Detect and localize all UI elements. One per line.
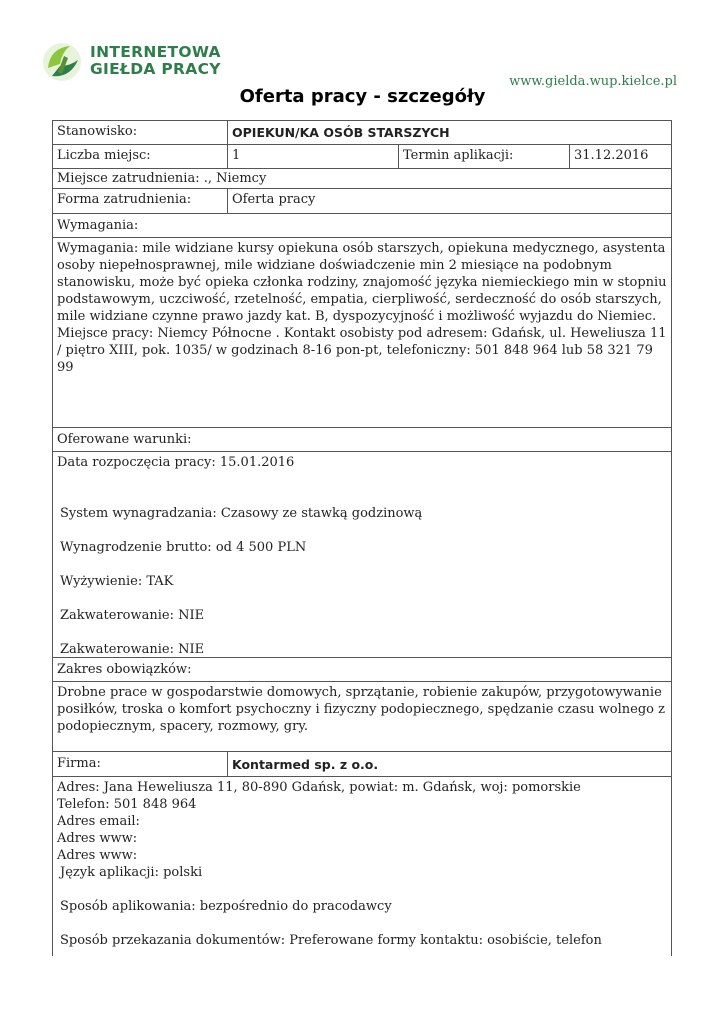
stanowisko-value: OPIEKUN/KA OSÓB STARSZYCH xyxy=(227,121,671,144)
page-title: Oferta pracy - szczegóły xyxy=(239,86,486,107)
row-stanowisko xyxy=(52,120,672,144)
zakres-text: Drobne prace w gospodarstwie domowych, sprzątanie, robienie zakupów, przygotowywanie posiłków, troska o komfort psychoczny i fizyczny podopiecznego, spędzanie czasu wolnego z podopiecznym, spacery, rozmowy, gry. xyxy=(52,681,672,751)
site-url[interactable]: www.gielda.wup.kielce.pl xyxy=(509,74,677,89)
system-wynagradzania: System wynagradzania: Czasowy ze stawką godzinową xyxy=(60,506,423,521)
sposob-aplikowania: Sposób aplikowania: bezpośrednio do pracodawcy xyxy=(60,899,392,914)
www-2: Adres www: xyxy=(57,848,138,863)
logo-line1: INTERNETOWA xyxy=(90,43,221,61)
miejsce-zatrudnienia: Miejsce zatrudnienia: ., Niemcy xyxy=(52,168,672,188)
wymagania-label: Wymagania: xyxy=(52,213,672,237)
zakwaterowanie-2: Zakwaterowanie: NIE xyxy=(60,642,205,657)
warunki-label: Oferowane warunki: xyxy=(52,427,672,451)
logo-line2: GIEŁDA PRACY xyxy=(90,60,221,78)
liczba-label: Liczba miejsc: xyxy=(57,148,151,163)
www-1: Adres www: xyxy=(57,831,138,846)
forma-label: Forma zatrudnienia: xyxy=(57,192,192,207)
row-liczba xyxy=(52,144,672,168)
liczba-value: 1 xyxy=(227,145,398,168)
jezyk-aplikacji: Język aplikacji: polski xyxy=(60,865,203,880)
firma-label: Firma: xyxy=(57,756,101,771)
offer-form xyxy=(52,120,672,956)
zakres-label: Zakres obowiązków: xyxy=(52,657,672,681)
logo-text xyxy=(90,44,221,78)
stanowisko-label: Stanowisko: xyxy=(57,124,138,139)
termin-label: Termin aplikacji: xyxy=(398,145,569,168)
zakwaterowanie-1: Zakwaterowanie: NIE xyxy=(60,608,205,623)
telefon: Telefon: 501 848 964 xyxy=(57,797,197,812)
row-forma xyxy=(52,188,672,213)
email: Adres email: xyxy=(57,814,140,829)
forma-value: Oferta pracy xyxy=(227,189,671,213)
warunki-block xyxy=(52,451,672,657)
sposob-przekazania: Sposób przekazania dokumentów: Preferowane formy kontaktu: osobiście, telefon xyxy=(60,933,602,948)
firma-value: Kontarmed sp. z o.o. xyxy=(227,752,671,776)
wyzywienie: Wyżywienie: TAK xyxy=(60,574,174,589)
firma-details xyxy=(52,776,672,956)
termin-value: 31.12.2016 xyxy=(569,145,671,168)
adres: Adres: Jana Heweliusza 11, 80-890 Gdańsk, powiat: m. Gdańsk, woj: pomorskie xyxy=(57,780,581,795)
wynagrodzenie: Wynagrodzenie brutto: od 4 500 PLN xyxy=(60,540,307,555)
row-firma xyxy=(52,751,672,776)
data-rozpoczecia: Data rozpoczęcia pracy: 15.01.2016 xyxy=(57,455,295,470)
wymagania-text: Wymagania: mile widziane kursy opiekuna osób starszych, opiekuna medycznego, asystenta osoby niepełnosprawnej, mile widziane doświadczenie min 2 miesiące na podobnym stanowisku, może być opieka członka rodziny, znajomość języka niemieckiego min w stopniu podstawowym, uczciwość, rzetelność, empatia, cierpliwość, serdeczność do osób starszych, mile widziane czynne prawo jazdy kat. B, dyspozycyjność i możliwość wyjazdu do Niemiec. Miejsce pracy: Niemcy Północne . Kontakt osobisty pod adresem: Gdańsk, ul. Heweliusza 11 / piętro XIII, pok. 1035/ w godzinach 8-16 pon-pt, telefoniczny: 501 848 964 lub 58 321 79 99 xyxy=(52,237,672,427)
